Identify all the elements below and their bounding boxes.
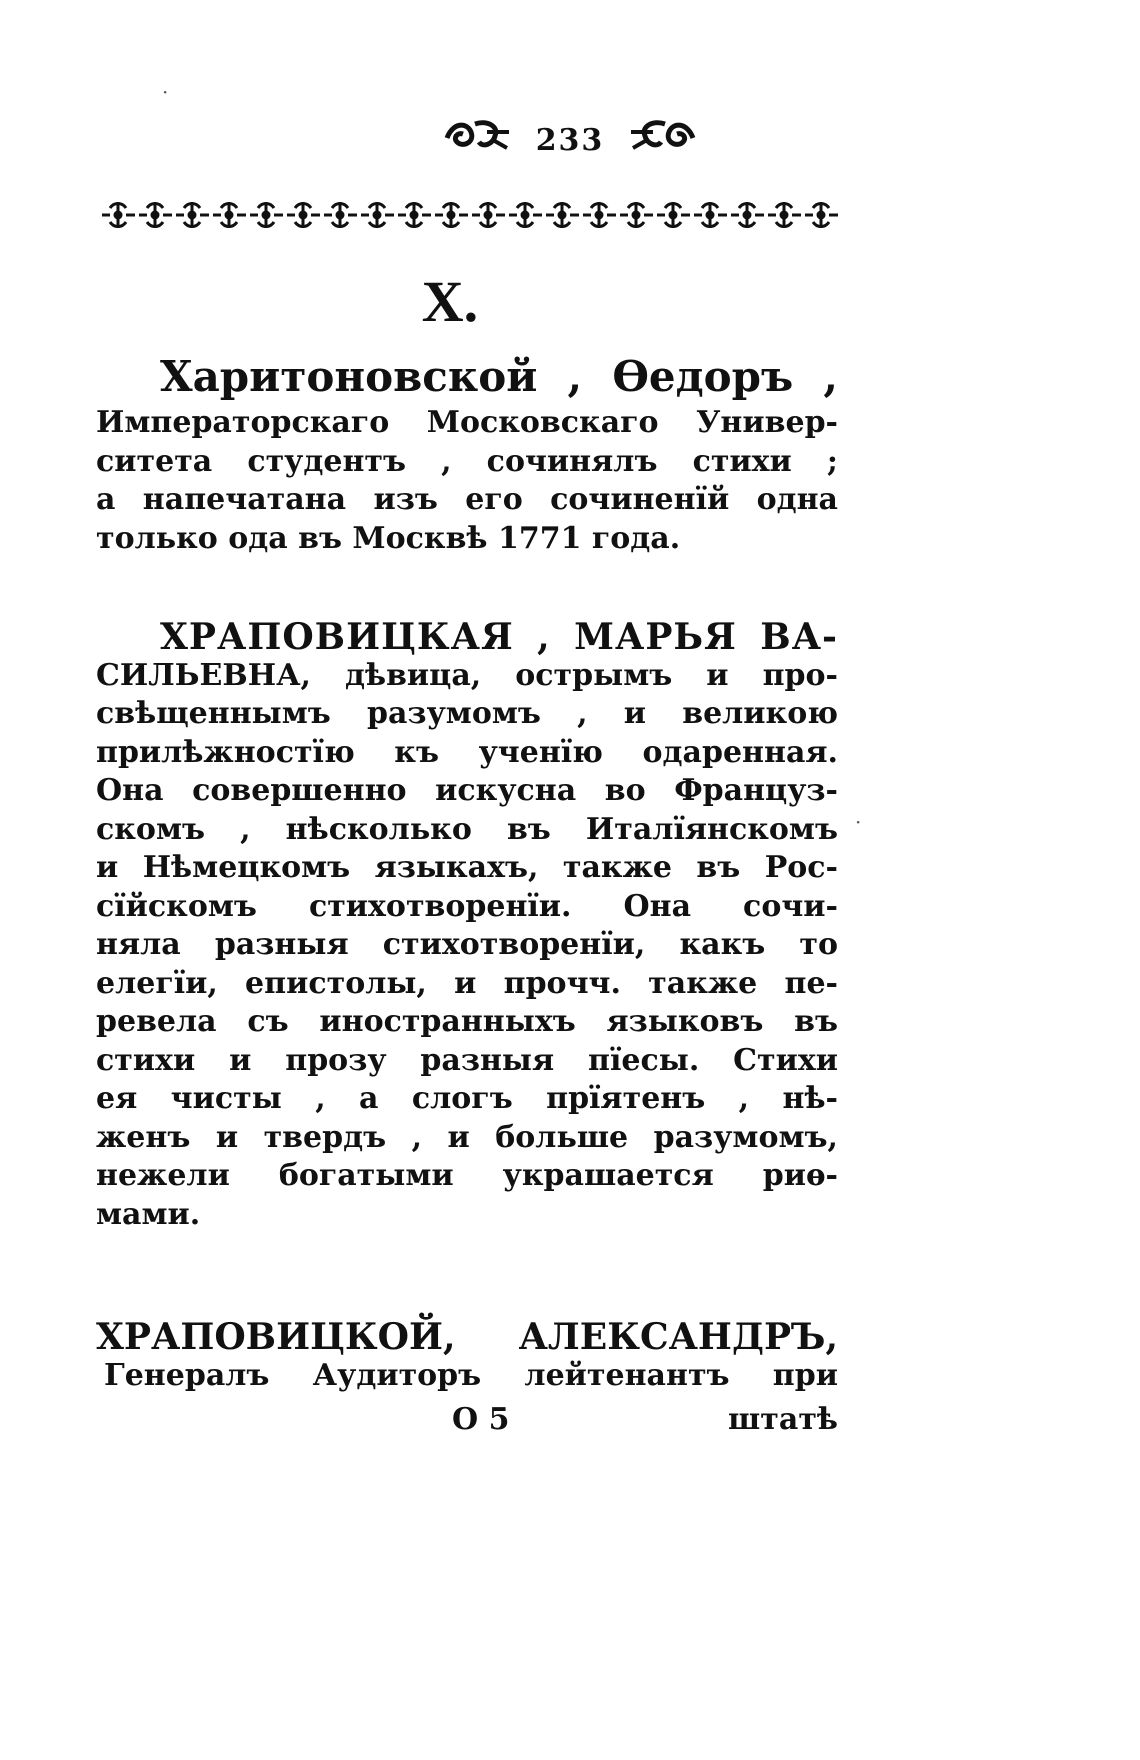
- divider-ornament-dot: [633, 212, 639, 218]
- divider-ornament-dot: [263, 212, 269, 218]
- page-header: [0, 118, 1140, 162]
- divider-ornament-dot: [300, 212, 306, 218]
- divider-ornament-dot: [707, 212, 713, 218]
- divider-ornament-dot: [115, 212, 121, 218]
- entry-line: прилѣжностїю къ ученїю одаренная.: [96, 734, 838, 770]
- divider-ornament-dot: [189, 212, 195, 218]
- divider-ornament-dot: [781, 212, 787, 218]
- entry-khrapovitskoy: [96, 1318, 838, 1395]
- entry-line: елегїи, епистолы, и прочч. также пе-: [96, 965, 838, 1001]
- divider-ornament-dot: [744, 212, 750, 218]
- entry-line: СИЛЬЕВНА, дѣвица, острымъ и про-: [96, 657, 838, 693]
- entry-khrapovitskaya: [96, 618, 838, 1234]
- entry-line: Императорскаго Московскаго Универ-: [96, 405, 838, 440]
- divider-ornament-dot: [522, 212, 528, 218]
- divider-ornament-dot: [485, 212, 491, 218]
- entry-line: ея чисты , а слогъ прїятенъ , нѣ-: [96, 1081, 838, 1116]
- entry-line: женъ и твердъ , и больше разумомъ,: [96, 1119, 838, 1155]
- entry-line: стихи и прозу разныя пїесы. Стихи: [96, 1042, 838, 1078]
- entry-line: свѣщеннымъ разумомъ , и великою: [96, 696, 838, 731]
- divider-ornament-dot: [559, 212, 565, 218]
- divider-ornament-dot: [411, 212, 417, 218]
- entry-kharitonovskoy: [96, 350, 838, 558]
- divider-ornament-dot: [374, 212, 380, 218]
- catchword: штатѣ: [728, 1402, 838, 1437]
- entry-headword: ХРАПОВИЦКАЯ , МАРЬЯ ВА-: [160, 616, 838, 658]
- divider-ornament-dot: [818, 212, 824, 218]
- ornamental-divider: [100, 198, 840, 232]
- entry-line: только ода въ Москвѣ 1771 года.: [96, 520, 681, 556]
- entry-line: няла разныя стихотворенїи, какъ то: [96, 927, 838, 962]
- section-letter: X.: [421, 269, 479, 334]
- divider-ornament-dot: [152, 212, 158, 218]
- left-ornament-icon: [443, 118, 513, 162]
- entry-line: скомъ , нѣсколько въ Италїянскомъ: [96, 811, 838, 847]
- signature-mark: O 5: [452, 1402, 510, 1437]
- divider-ornament-dot: [596, 212, 602, 218]
- page-number: 233: [535, 122, 605, 158]
- entry-line: сїйскомъ стихотворенїи. Она сочи-: [96, 888, 838, 924]
- divider-ornament-dot: [448, 212, 454, 218]
- entry-line: ревела съ иностранныхъ языковъ въ: [96, 1004, 838, 1039]
- entry-line: Она совершенно искусна во Француз-: [96, 773, 838, 808]
- entry-line: ситета студентъ , сочинялъ стихи ;: [96, 443, 838, 479]
- margin-speck: ·: [162, 80, 169, 104]
- entry-line: а напечатана изъ его сочиненїй одна: [96, 482, 838, 517]
- right-ornament-icon: [627, 118, 697, 162]
- entry-line: Генералъ Аудиторъ лейтенантъ при: [104, 1357, 838, 1393]
- entry-line: и Нѣмецкомъ языкахъ, также въ Рос-: [96, 850, 838, 885]
- divider-ornament-dot: [337, 212, 343, 218]
- divider-ornament-dot: [226, 212, 232, 218]
- entry-headword: ХРАПОВИЦКОЙ, АЛЕКСАНДРЪ,: [96, 1316, 838, 1358]
- margin-speck: ·: [855, 810, 862, 834]
- entry-line: нежели богатыми украшается риѳ-: [96, 1158, 838, 1193]
- entry-headword: Харитоновской , Ѳедоръ ,: [160, 352, 838, 401]
- page-footer: [96, 1402, 838, 1442]
- entry-line: мами.: [96, 1196, 201, 1232]
- divider-ornament-dot: [670, 212, 676, 218]
